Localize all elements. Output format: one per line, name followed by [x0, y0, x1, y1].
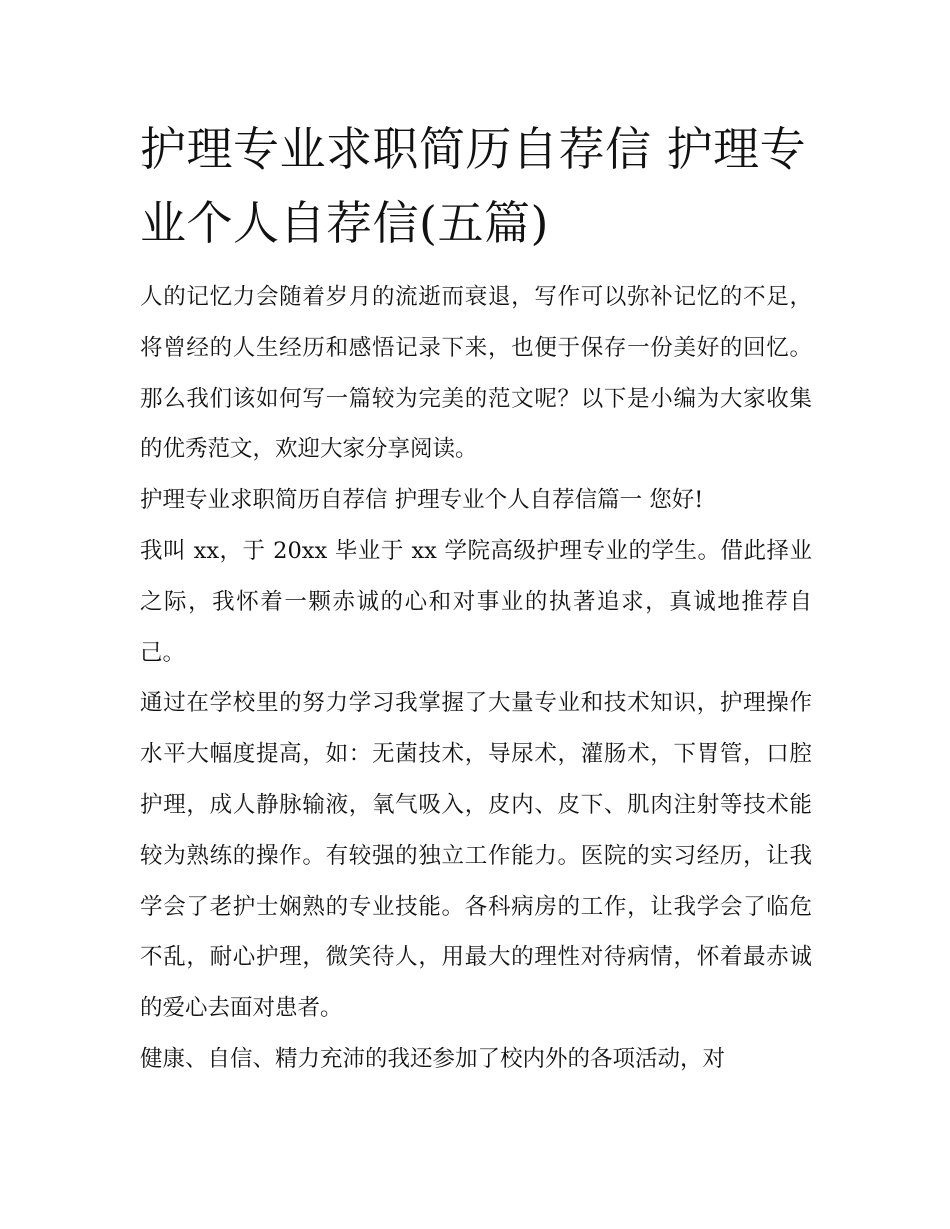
document-title: 护理专业求职简历自荐信 护理专业个人自荐信(五篇): [140, 122, 807, 250]
intro-paragraph: 人的记忆力会随着岁月的流逝而衰退，写作可以弥补记忆的不足，将曾经的人生经历和感悟记录下来，也便于保存一份美好的回忆。那么我们该如何写一篇较为完美的范文呢？以下是小编为大家收集的优秀范文，欢迎大家分享阅读。: [140, 284, 812, 463]
letter-heading-paragraph: 护理专业求职简历自荐信 护理专业个人自荐信篇一 您好!: [140, 487, 704, 514]
activities-paragraph: 健康、自信、精力充沛的我还参加了校内外的各项活动，对: [140, 1045, 726, 1072]
document-page: [140, 112, 812, 1085]
self-introduction-paragraph: 我叫 xx，于 20xx 毕业于 xx 学院高级护理专业的学生。借此择业之际，我怀着一颗赤诚的心和对事业的执著追求，真诚地推荐自己。: [140, 537, 812, 666]
skills-paragraph: 通过在学校里的努力学习我掌握了大量专业和技术知识，护理操作水平大幅度提高，如：无菌技术，导尿术，灌肠术，下胃管，口腔护理，成人静脉输液，氧气吸入，皮内、皮下、肌肉注射等技术能较为熟练的操作。有较强的独立工作能力。医院的实习经历，让我学会了老护士娴熟的专业技能。各科病房的工作，让我学会了临危不乱，耐心护理，微笑待人，用最大的理性对待病情，怀着最赤诚的爱心去面对患者。: [140, 690, 812, 1022]
